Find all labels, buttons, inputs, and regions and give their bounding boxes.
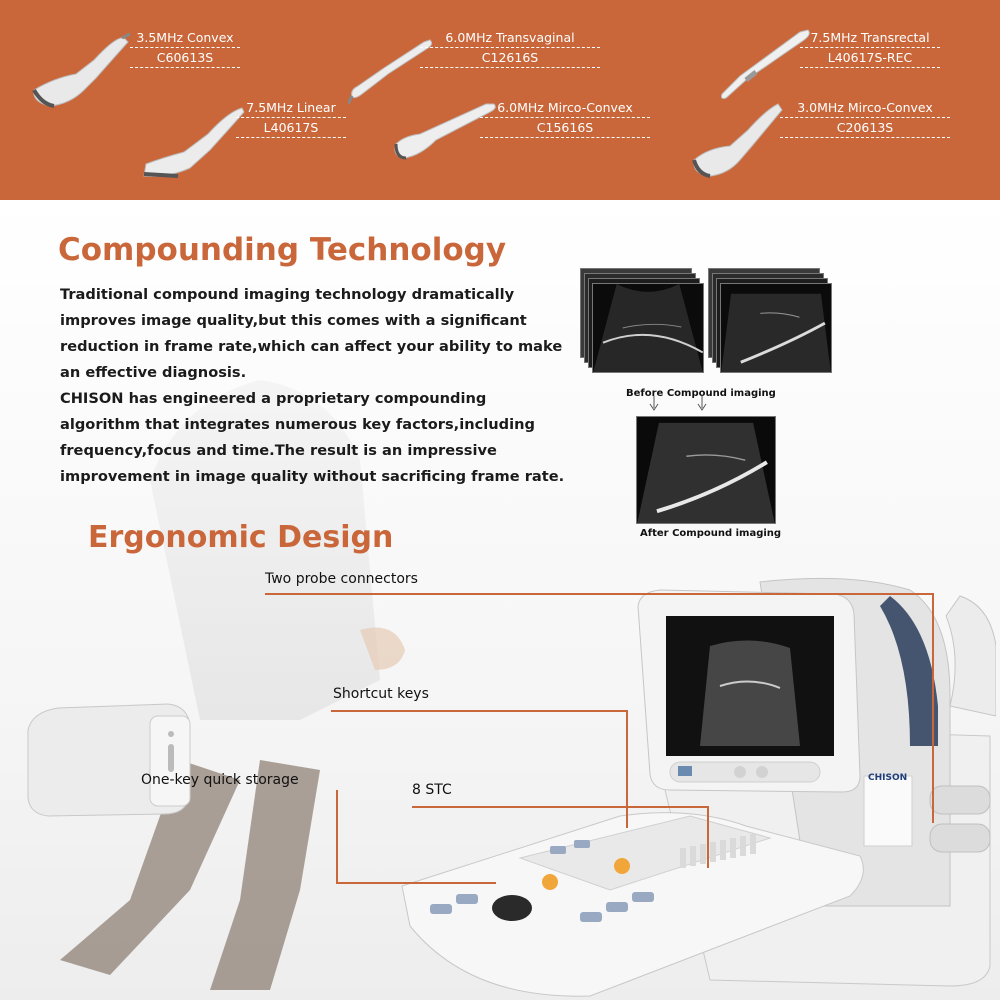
- text-line: improves image quality,but this comes with a significant: [60, 312, 527, 329]
- text-line: Traditional compound imaging technology dramatically: [60, 286, 515, 303]
- probe-freq: 3.0MHz Mirco-Convex: [797, 100, 933, 115]
- probe-model: C60613S: [130, 47, 240, 68]
- brand-label: CHISON: [868, 773, 908, 783]
- callout-line: [932, 593, 934, 823]
- arrow-down-icon: [648, 394, 708, 414]
- probe-model: C15616S: [480, 117, 650, 138]
- ultrasound-machine-image: [390, 576, 996, 1000]
- probe-label-transvaginal: [420, 28, 600, 68]
- probe-freq: 3.5MHz Convex: [136, 30, 234, 45]
- linear-probe-image: [138, 104, 248, 184]
- probe-label-micro-convex-6: [480, 98, 650, 138]
- compounding-title: Compounding Technology: [58, 232, 507, 268]
- callout-line: [265, 593, 933, 595]
- probe-freq: 7.5MHz Transrectal: [810, 30, 930, 45]
- probe-freq: 6.0MHz Mirco-Convex: [497, 100, 633, 115]
- text-line: reduction in frame rate,which can affect your ability to make: [60, 338, 563, 355]
- text-line: frequency,focus and time.The result is an impressive: [60, 442, 497, 459]
- callout-line: [331, 710, 627, 712]
- probe-label-transrectal: [800, 28, 940, 68]
- probe-label-micro-convex-3: [780, 98, 950, 138]
- probe-label-convex: [130, 28, 240, 68]
- probe-freq: 6.0MHz Transvaginal: [445, 30, 575, 45]
- callout-line: [707, 806, 709, 868]
- ergonomic-title: Ergonomic Design: [88, 520, 394, 555]
- callout-line: [336, 790, 338, 884]
- probe-model: C12616S: [420, 47, 600, 68]
- text-line: CHISON has engineered a proprietary compounding: [60, 390, 487, 407]
- ultrasound-image-after: [636, 416, 776, 524]
- text-line: algorithm that integrates numerous key factors,including: [60, 416, 535, 433]
- probe-model: C20613S: [780, 117, 950, 138]
- carried-device-image: [18, 690, 198, 820]
- probe-label-linear: [236, 98, 346, 138]
- callout-shortcut-keys: Shortcut keys: [333, 686, 429, 702]
- probe-model: L40617S: [236, 117, 346, 138]
- micro-convex-3-probe-image: [686, 100, 786, 180]
- probe-banner: [0, 0, 1000, 200]
- after-compound-caption: After Compound imaging: [640, 528, 782, 539]
- text-line: an effective diagnosis.: [60, 364, 247, 381]
- callout-line: [626, 710, 628, 828]
- callout-stc: 8 STC: [412, 782, 452, 798]
- ultrasound-image-before: [592, 283, 704, 373]
- probe-model: L40617S-REC: [800, 47, 940, 68]
- before-compound-caption: Before Compound imaging: [626, 388, 776, 399]
- callout-line: [336, 882, 496, 884]
- ultrasound-image-before-2: [720, 283, 832, 373]
- callout-line: [412, 806, 708, 808]
- convex-probe-image: [24, 30, 134, 110]
- callout-probe-connectors: Two probe connectors: [265, 571, 418, 587]
- probe-freq: 7.5MHz Linear: [246, 100, 336, 115]
- compounding-description: [60, 282, 580, 490]
- text-line: improvement in image quality without sacrificing frame rate.: [60, 468, 565, 485]
- callout-quick-storage: One-key quick storage: [141, 772, 299, 788]
